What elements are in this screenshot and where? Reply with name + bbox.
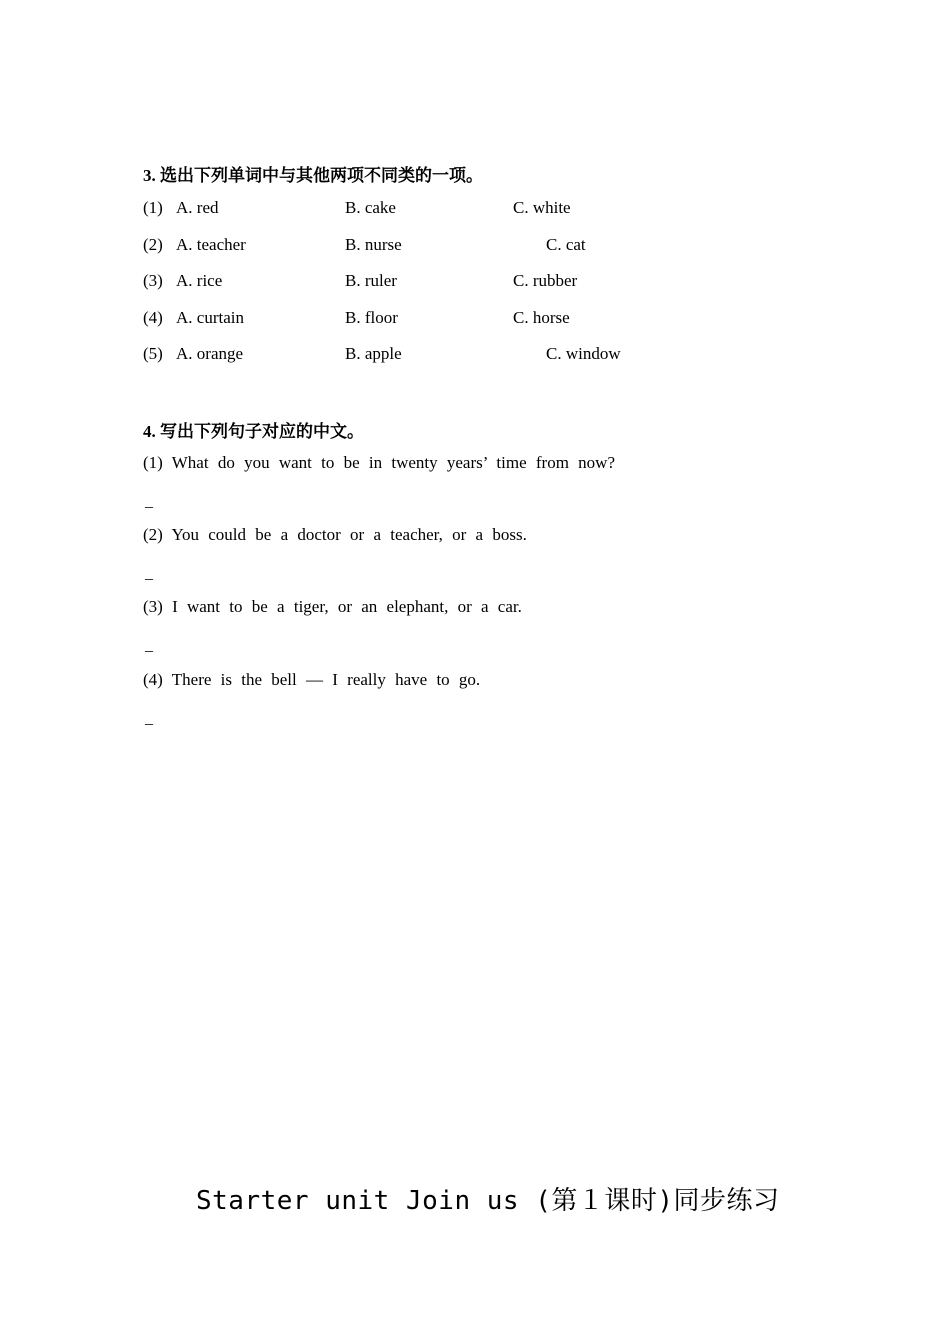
answer-blank-1: _ [145,493,153,510]
option-a: A. red [176,198,219,217]
section-4-heading: 4. 写出下列句子对应的中文。 [143,422,364,441]
option-b: B. apple [345,344,402,363]
option-b: B. nurse [345,235,402,254]
option-c: C. cat [546,235,586,254]
option-c: C. white [513,198,571,217]
answer-blank-4: _ [145,710,153,727]
item-number: (3) [143,271,163,290]
item-number: (1) [143,198,163,217]
option-b: B. cake [345,198,396,217]
sentence-2: (2) You could be a doctor or a teacher, or a boss. [143,525,527,544]
sentence-4: (4) There is the bell — I really have to go. [143,670,481,689]
item-number: (5) [143,344,163,363]
item-number: (4) [143,308,163,327]
section-3-heading: 3. 选出下列单词中与其他两项不同类的一项。 [143,166,483,185]
option-a: A. rice [176,271,223,290]
option-b: B. ruler [345,271,397,290]
option-c: C. horse [513,308,570,327]
answer-blank-2: _ [145,565,153,582]
option-a: A. curtain [176,308,244,327]
option-a: A. orange [176,344,244,363]
worksheet-title: Starter unit Join us (第１课时)同步练习 [196,1186,780,1216]
option-c: C. window [546,344,621,363]
sentence-1: (1) What do you want to be in twenty years’ time from now? [143,453,615,472]
option-a: A. teacher [176,235,246,254]
sentence-3: (3) I want to be a tiger, or an elephant, or a car. [143,597,522,616]
option-c: C. rubber [513,271,578,290]
answer-blank-3: _ [145,637,153,654]
item-number: (2) [143,235,163,254]
option-b: B. floor [345,308,398,327]
